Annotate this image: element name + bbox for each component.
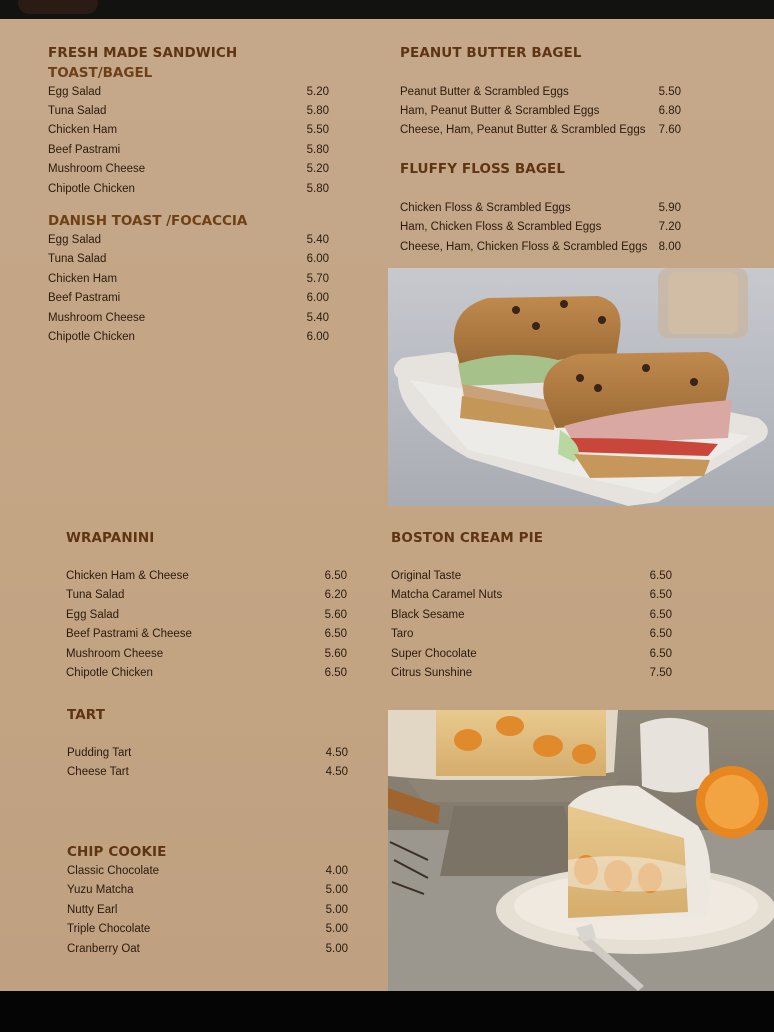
item-name: Egg Salad [66, 609, 120, 621]
item-name: Egg Salad [48, 86, 102, 98]
item-price: 6.50 [324, 667, 347, 679]
item-name: Chipotle Chicken [48, 331, 135, 343]
menu-item [48, 273, 329, 292]
logo-fragment [18, 0, 98, 14]
item-name: Classic Chocolate [67, 865, 160, 877]
menu-item [400, 124, 681, 143]
item-price: 7.20 [658, 221, 681, 233]
item-price: 5.40 [306, 234, 329, 246]
item-name: Peanut Butter & Scrambled Eggs [400, 86, 569, 98]
item-name: Cranberry Oat [67, 943, 140, 955]
item-price: 4.00 [325, 865, 348, 877]
item-name: Cheese Tart [67, 766, 129, 778]
item-name: Egg Salad [48, 234, 102, 246]
menu-item [400, 202, 681, 221]
item-price: 5.90 [658, 202, 681, 214]
item-name: Chicken Floss & Scrambled Eggs [400, 202, 571, 214]
item-name: Chicken Ham [48, 124, 118, 136]
menu-item [67, 865, 348, 884]
item-price: 7.60 [658, 124, 681, 136]
menu-item [48, 331, 329, 350]
menu-item [400, 241, 681, 260]
item-price: 6.00 [306, 292, 329, 304]
menu-item [400, 221, 681, 240]
item-price: 5.00 [325, 923, 348, 935]
menu-item [391, 609, 672, 628]
menu-item [48, 292, 329, 311]
item-name: Black Sesame [391, 609, 465, 621]
item-name: Citrus Sunshine [391, 667, 473, 679]
item-price: 5.60 [324, 609, 347, 621]
menu-item [67, 923, 348, 942]
item-name: Chipotle Chicken [66, 667, 153, 679]
menu-item [67, 943, 348, 962]
item-name: Ham, Peanut Butter & Scrambled Eggs [400, 105, 600, 117]
item-name: Cheese, Ham, Chicken Floss & Scrambled Eggs [400, 241, 648, 253]
menu-item [48, 234, 329, 253]
item-price: 5.50 [306, 124, 329, 136]
item-price: 4.50 [325, 766, 348, 778]
menu-item [66, 648, 347, 667]
floss-bagel-title: FLUFFY FLOSS BAGEL [400, 161, 566, 177]
menu-item [67, 884, 348, 903]
menu-item [66, 589, 347, 608]
item-name: Super Chocolate [391, 648, 477, 660]
item-name: Tuna Salad [48, 105, 107, 117]
danish-focaccia-subtitle: DANISH TOAST /FOCACCIA [48, 213, 248, 229]
menu-item [48, 105, 329, 124]
menu-item [391, 628, 672, 647]
item-name: Chipotle Chicken [48, 183, 135, 195]
focaccia-sandwich-photo [388, 268, 774, 506]
menu-item [48, 312, 329, 331]
menu-page [0, 19, 774, 991]
item-name: Pudding Tart [67, 747, 132, 759]
bottom-bar [0, 991, 774, 1032]
wrapanini-title: WRAPANINI [66, 530, 155, 546]
item-name: Beef Pastrami [48, 144, 121, 156]
menu-item [391, 667, 672, 686]
item-name: Mushroom Cheese [48, 312, 146, 324]
item-price: 5.00 [325, 884, 348, 896]
item-name: Cheese, Ham, Peanut Butter & Scrambled Eggs [400, 124, 646, 136]
menu-item [48, 253, 329, 272]
item-name: Ham, Chicken Floss & Scrambled Eggs [400, 221, 602, 233]
item-price: 5.50 [658, 86, 681, 98]
item-name: Nutty Earl [67, 904, 118, 916]
item-price: 6.00 [306, 331, 329, 343]
item-name: Beef Pastrami [48, 292, 121, 304]
boston-cream-pie-title: BOSTON CREAM PIE [391, 530, 544, 546]
item-price: 6.80 [658, 105, 681, 117]
item-price: 5.70 [306, 273, 329, 285]
item-price: 5.20 [306, 86, 329, 98]
menu-item [66, 609, 347, 628]
menu-item [67, 747, 348, 766]
item-price: 6.50 [324, 570, 347, 582]
item-price: 5.80 [306, 183, 329, 195]
item-name: Tuna Salad [66, 589, 125, 601]
item-price: 7.50 [649, 667, 672, 679]
item-price: 6.50 [324, 628, 347, 640]
item-name: Matcha Caramel Nuts [391, 589, 503, 601]
item-price: 5.80 [306, 105, 329, 117]
menu-item [391, 648, 672, 667]
chip-cookie-title: CHIP COOKIE [67, 844, 167, 860]
item-price: 5.00 [325, 943, 348, 955]
item-name: Original Taste [391, 570, 462, 582]
menu-item [66, 570, 347, 589]
menu-item [48, 124, 329, 143]
item-name: Tuna Salad [48, 253, 107, 265]
item-price: 6.00 [306, 253, 329, 265]
item-price: 5.40 [306, 312, 329, 324]
menu-item [48, 163, 329, 182]
item-name: Triple Chocolate [67, 923, 151, 935]
item-name: Chicken Ham & Cheese [66, 570, 189, 582]
peanut-bagel-title: PEANUT BUTTER BAGEL [400, 45, 582, 61]
menu-item [48, 144, 329, 163]
item-price: 4.50 [325, 747, 348, 759]
item-price: 6.50 [649, 570, 672, 582]
menu-item [391, 589, 672, 608]
tart-title: TART [67, 707, 106, 723]
item-price: 6.50 [649, 589, 672, 601]
menu-item [67, 904, 348, 923]
item-price: 5.20 [306, 163, 329, 175]
menu-item [400, 86, 681, 105]
item-name: Taro [391, 628, 414, 640]
item-price: 6.20 [324, 589, 347, 601]
menu-item [391, 570, 672, 589]
item-price: 8.00 [658, 241, 681, 253]
menu-item [66, 667, 347, 686]
item-name: Yuzu Matcha [67, 884, 134, 896]
menu-item [48, 183, 329, 202]
toast-bagel-subtitle: TOAST/BAGEL [48, 65, 153, 81]
item-price: 6.50 [649, 609, 672, 621]
item-name: Beef Pastrami & Cheese [66, 628, 192, 640]
boston-cream-pie-photo [388, 710, 774, 991]
menu-item [400, 105, 681, 124]
sandwich-title: FRESH MADE SANDWICH [48, 45, 238, 61]
item-price: 5.60 [324, 648, 347, 660]
item-name: Mushroom Cheese [48, 163, 146, 175]
item-name: Chicken Ham [48, 273, 118, 285]
item-price: 6.50 [649, 628, 672, 640]
menu-item [67, 766, 348, 785]
top-bar [0, 0, 774, 19]
item-name: Mushroom Cheese [66, 648, 164, 660]
item-price: 5.80 [306, 144, 329, 156]
item-price: 6.50 [649, 648, 672, 660]
menu-item [48, 86, 329, 105]
menu-item [66, 628, 347, 647]
item-price: 5.00 [325, 904, 348, 916]
